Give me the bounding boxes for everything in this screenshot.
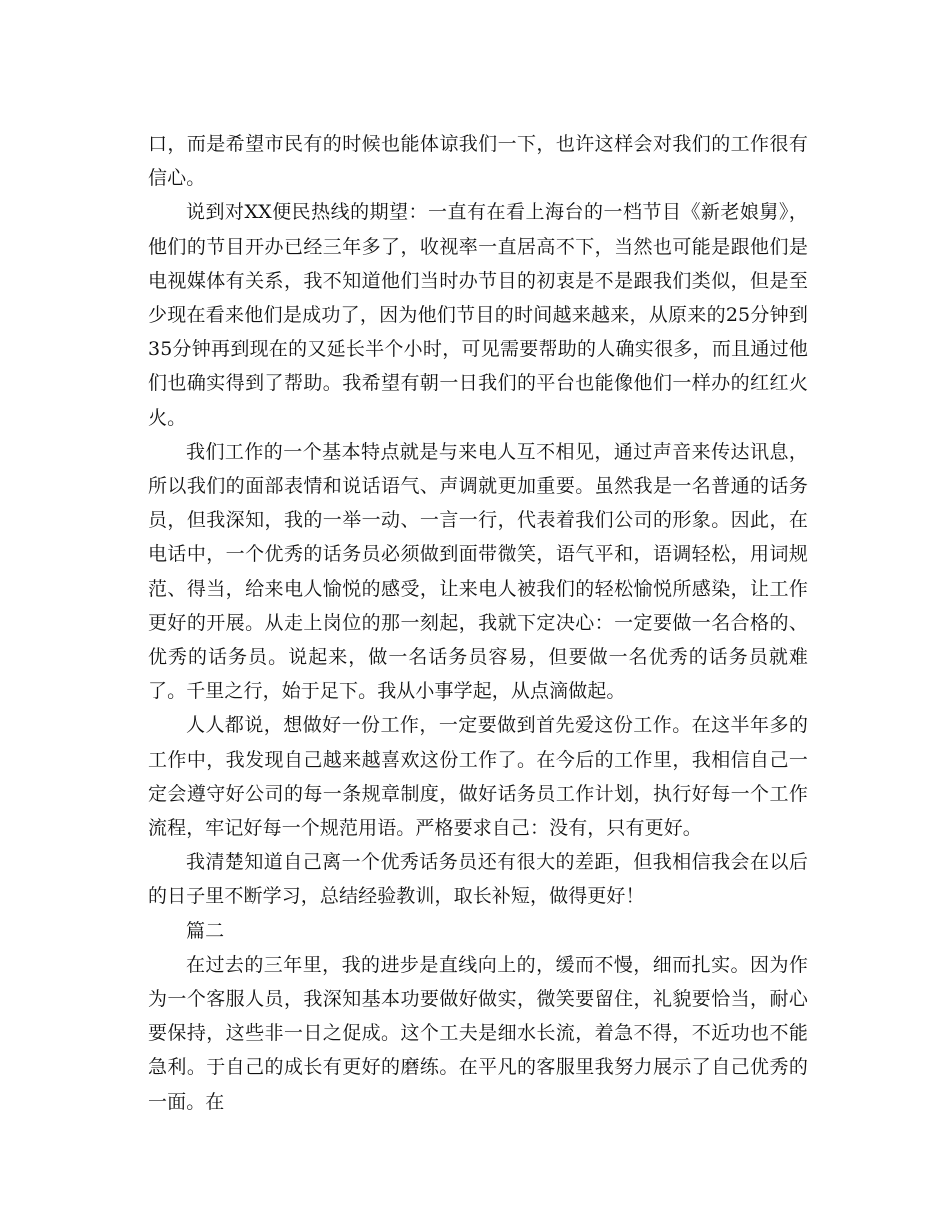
section-heading: 篇二 [186, 919, 225, 942]
paragraph-3: 我们工作的一个基本特点就是与来电人互不相见，通过声音来传达讯息，所以我们的面部表情和说话语气、声调就更加重要。虽然我是一名普通的话务员，但我深知，我的一举一动、一言一行，代表着我们公司的形象。因此，在电话中，一个优秀的话务员必须做到面带微笑，语气平和，语调轻松，用词规范、得当，给来电人愉悦的感受，让来电人被我们的轻松愉悦所感染，让工作更好的开展。从走上岗位的那一刻起，我就下定决心：一定要做一名合格的、优秀的话务员。说起来，做一名话务员容易，但要做一名优秀的话务员就难了。千里之行，始于足下。我从小事学起，从点滴做起。 [148, 440, 808, 703]
paragraph-4: 人人都说，想做好一份工作，一定要做到首先爱这份工作。在这半年多的工作中，我发现自己越来越喜欢这份工作了。在今后的工作里，我相信自己一定会遵守好公司的每一条规章制度，做好话务员工作计划，执行好每一个工作流程，牢记好每一个规范用语。严格要求自己：没有，只有更好。 [148, 714, 808, 840]
paragraph-5: 我清楚知道自己离一个优秀话务员还有很大的差距，但我相信我会在以后的日子里不断学习，总结经验教训，取长补短，做得更好！ [148, 851, 808, 908]
document-body [148, 127, 808, 1119]
paragraph-6: 在过去的三年里，我的进步是直线向上的，缓而不慢，细而扎实。因为作为一个客服人员，我深知基本功要做好做实，微笑要留住，礼貌要恰当，耐心要保持，这些非一日之促成。这个工夫是细水长流，着急不得，不近功也不能急利。于自己的成长有更好的磨练。在平凡的客服里我努力展示了自己优秀的一面。在 [148, 953, 808, 1113]
paragraph-1: 口，而是希望市民有的时候也能体谅我们一下，也许这样会对我们的工作很有信心。 [148, 133, 808, 190]
paragraph-2: 说到对XX便民热线的期望：一直有在看上海台的一档节目《新老娘舅》，他们的节目开办已经三年多了，收视率一直居高不下，当然也可能是跟他们是电视媒体有关系，我不知道他们当时办节目的初衷是不是跟我们类似，但是至少现在看来他们是成功了，因为他们节目的时间越来越来，从原来的25分钟到35分钟再到现在的又延长半个小时，可见需要帮助的人确实很多，而且通过他们也确实得到了帮助。我希望有朝一日我们的平台也能像他们一样办的红红火火。 [148, 201, 808, 429]
